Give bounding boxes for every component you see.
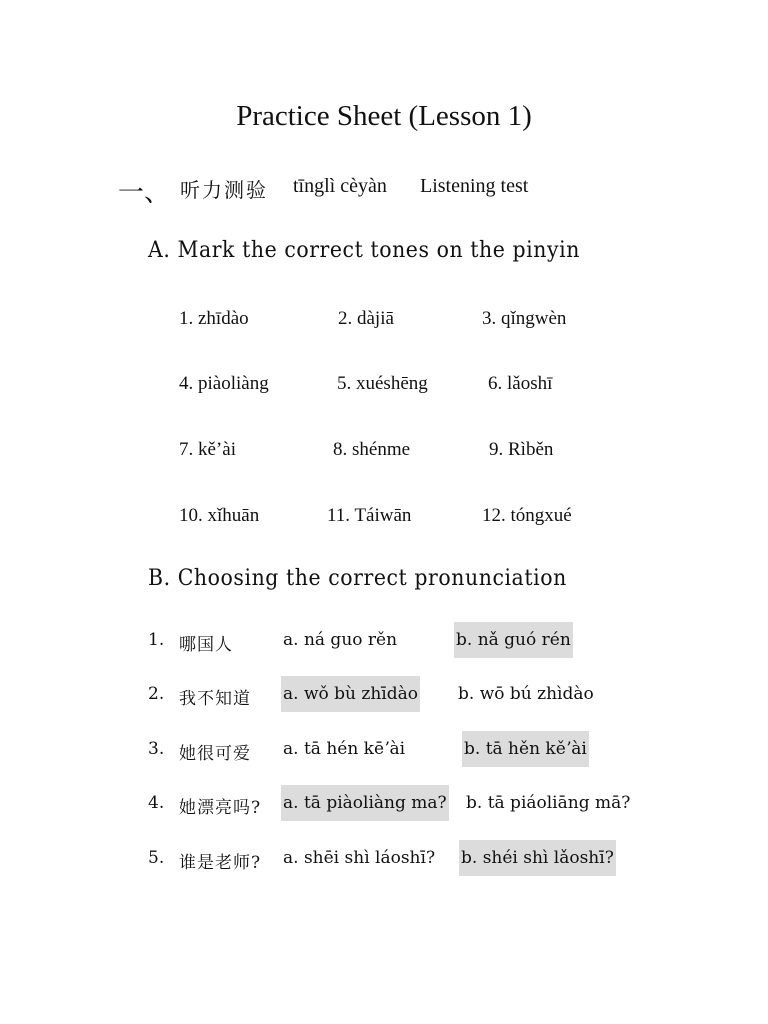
section-title-chinese: 听力测验 (180, 178, 268, 202)
question-number: 2. (148, 684, 165, 704)
pinyin-item: 2. dàjiā (338, 308, 394, 329)
pinyin-item: 10. xǐhuān (179, 505, 260, 526)
part-b-heading: B. Choosing the correct pronunciation (148, 566, 567, 591)
question-number: 5. (148, 848, 165, 868)
pinyin-item: 5. xuéshēng (337, 373, 428, 394)
part-a-heading: A. Mark the correct tones on the pinyin (148, 238, 580, 263)
pinyin-item: 6. lǎoshī (488, 373, 553, 394)
option-b-highlighted[interactable]: b. shéi shì lǎoshī? (459, 840, 616, 876)
option-a-highlighted[interactable]: a. tā piàoliàng ma? (281, 785, 449, 821)
pinyin-item: 11. Táiwān (327, 505, 412, 526)
option-b-highlighted[interactable]: b. nǎ guó rén (454, 622, 573, 658)
pinyin-item: 3. qǐngwèn (482, 308, 567, 329)
pinyin-item: 9. Rìběn (489, 439, 554, 460)
option-b[interactable]: b. tā piáoliāng mā? (466, 793, 631, 813)
pinyin-item: 1. zhīdào (179, 308, 249, 329)
pinyin-item: 8. shénme (333, 439, 411, 460)
question-chinese: 谁是老师? (179, 853, 262, 873)
option-b-highlighted[interactable]: b. tā hěn kěʼài (462, 731, 589, 767)
section-title-english: Listening test (420, 175, 529, 197)
section-title-pinyin: tīnglì cèyàn (293, 175, 387, 197)
option-b[interactable]: b. wō bú zhìdào (458, 684, 594, 704)
pinyin-item: 4. piàoliàng (179, 373, 269, 394)
option-a[interactable]: a. shēi shì láoshī? (283, 848, 436, 868)
option-a-highlighted[interactable]: a. wǒ bù zhīdào (281, 676, 420, 712)
page-title: Practice Sheet (Lesson 1) (236, 100, 532, 132)
question-chinese: 她漂亮吗? (179, 798, 262, 818)
question-number: 4. (148, 793, 165, 813)
pinyin-item: 7. kě’ài (179, 439, 236, 460)
question-chinese: 她很可爱 (179, 744, 251, 764)
option-a[interactable]: a. ná guo rěn (283, 630, 398, 650)
question-number: 3. (148, 739, 165, 759)
question-chinese: 我不知道 (179, 689, 251, 709)
question-chinese: 哪国人 (179, 635, 233, 655)
section-number: 一、 (118, 178, 171, 208)
question-number: 1. (148, 630, 165, 650)
pinyin-item: 12. tóngxué (482, 505, 572, 526)
option-a[interactable]: a. tā hén kēʼài (283, 739, 406, 759)
